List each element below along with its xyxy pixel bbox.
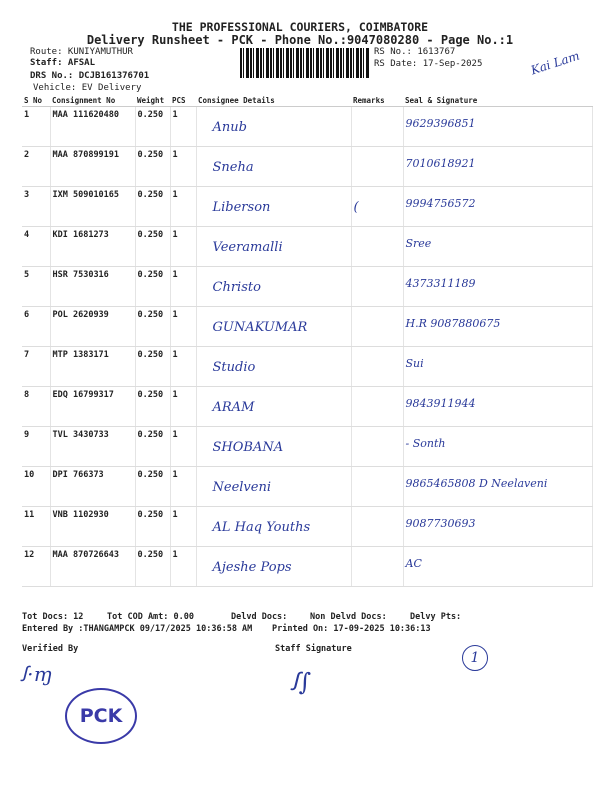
cell-pcs: 1	[170, 347, 196, 387]
cell-remarks	[351, 467, 403, 507]
cell-sign: 9994756572	[403, 187, 592, 227]
table-row	[22, 347, 592, 387]
verifier-signature: ꭍ·ɱ	[20, 662, 53, 686]
cell-remarks	[351, 347, 403, 387]
circled-page-number: 1	[462, 645, 488, 671]
cell-sno: 5	[22, 267, 50, 307]
runsheet-subtitle: Delivery Runsheet - PCK - Phone No.:9047080280 - Page No.:1	[86, 33, 514, 47]
column-header: Consignee Details	[196, 94, 351, 107]
cell-sno: 1	[22, 107, 50, 147]
cell-remarks	[351, 227, 403, 267]
cell-consignee: GUNAKUMAR	[196, 307, 351, 347]
route: Route: KUNIYAMUTHUR	[30, 47, 133, 57]
table-row	[22, 387, 592, 427]
cell-pcs: 1	[170, 147, 196, 187]
entered-by: Entered By :THANGAMPCK 09/17/2025 10:36:58 AM	[22, 624, 253, 634]
cell-consignee: AL Haq Youths	[196, 507, 351, 547]
cell-sign: 7010618921	[403, 147, 592, 187]
column-header: Seal & Signature	[403, 94, 592, 107]
cell-pcs: 1	[170, 307, 196, 347]
cell-consignee: Studio	[196, 347, 351, 387]
tot-docs: Tot Docs: 12	[22, 612, 84, 622]
cell-sign: Sui	[403, 347, 592, 387]
delvy-pts: Delvy Pts:	[410, 612, 462, 622]
cell-cno: EDQ 16799317	[50, 387, 135, 427]
verified-by-label: Verified By	[22, 644, 79, 654]
non-delvd-docs: Non Delvd Docs:	[310, 612, 387, 622]
cell-cno: MAA 870899191	[50, 147, 135, 187]
staff-signature: ꭍ∫	[290, 668, 312, 696]
table-row	[22, 307, 592, 347]
vehicle: Vehicle: EV Delivery	[33, 83, 142, 93]
cell-remarks	[351, 307, 403, 347]
staff-signature-label: Staff Signature	[275, 644, 352, 654]
cell-sign: AC	[403, 547, 592, 587]
cell-cno: VNB 1102930	[50, 507, 135, 547]
cell-sno: 7	[22, 347, 50, 387]
cell-cno: IXM 509010165	[50, 187, 135, 227]
cell-pcs: 1	[170, 267, 196, 307]
cell-sign: H.R 9087880675	[403, 307, 592, 347]
cell-remarks	[351, 107, 403, 147]
staff: Staff: AFSAL	[30, 58, 96, 68]
cell-cno: DPI 766373	[50, 467, 135, 507]
cell-pcs: 1	[170, 187, 196, 227]
cell-cno: MAA 111620480	[50, 107, 135, 147]
cell-sno: 10	[22, 467, 50, 507]
tot-cod: Tot COD Amt: 0.00	[107, 612, 194, 622]
cell-weight: 0.250	[135, 187, 170, 227]
table-row	[22, 147, 592, 187]
cell-weight: 0.250	[135, 307, 170, 347]
cell-sno: 8	[22, 387, 50, 427]
cell-sign: 9087730693	[403, 507, 592, 547]
cell-weight: 0.250	[135, 507, 170, 547]
cell-sno: 4	[22, 227, 50, 267]
cell-consignee: Anub	[196, 107, 351, 147]
cell-consignee: Neelveni	[196, 467, 351, 507]
column-header: PCS	[170, 94, 196, 107]
table-row	[22, 267, 592, 307]
cell-weight: 0.250	[135, 147, 170, 187]
company-title: THE PROFESSIONAL COURIERS, COIMBATORE	[171, 20, 429, 34]
cell-consignee: Ajeshe Pops	[196, 547, 351, 587]
cell-sign: 9629396851	[403, 107, 592, 147]
runsheet-table	[22, 94, 593, 587]
cell-cno: HSR 7530316	[50, 267, 135, 307]
table-row	[22, 427, 592, 467]
cell-weight: 0.250	[135, 227, 170, 267]
cell-sign: Sree	[403, 227, 592, 267]
pck-stamp: PCK	[65, 688, 137, 744]
cell-cno: KDI 1681273	[50, 227, 135, 267]
table-row	[22, 507, 592, 547]
cell-consignee: Christo	[196, 267, 351, 307]
table-row	[22, 547, 592, 587]
cell-pcs: 1	[170, 547, 196, 587]
cell-sno: 6	[22, 307, 50, 347]
cell-consignee: Veeramalli	[196, 227, 351, 267]
cell-pcs: 1	[170, 227, 196, 267]
cell-sign: - Sonth	[403, 427, 592, 467]
cell-remarks	[351, 387, 403, 427]
cell-weight: 0.250	[135, 427, 170, 467]
cell-sno: 2	[22, 147, 50, 187]
cell-consignee: SHOBANA	[196, 427, 351, 467]
cell-weight: 0.250	[135, 467, 170, 507]
cell-sno: 9	[22, 427, 50, 467]
cell-pcs: 1	[170, 507, 196, 547]
cell-remarks	[351, 547, 403, 587]
cell-pcs: 1	[170, 387, 196, 427]
cell-remarks	[351, 147, 403, 187]
column-header: Weight	[135, 94, 170, 107]
printed-on: Printed On: 17-09-2025 10:36:13	[272, 624, 431, 634]
handwritten-note: Kai Lam	[529, 48, 582, 78]
cell-sign: 4373311189	[403, 267, 592, 307]
cell-cno: POL 2620939	[50, 307, 135, 347]
cell-sno: 11	[22, 507, 50, 547]
table-row	[22, 227, 592, 267]
cell-sign: 9843911944	[403, 387, 592, 427]
table-row	[22, 467, 592, 507]
cell-cno: TVL 3430733	[50, 427, 135, 467]
barcode	[240, 48, 370, 78]
rs-no: RS No.: 1613767	[374, 47, 456, 57]
table-row	[22, 107, 592, 147]
cell-consignee: Sneha	[196, 147, 351, 187]
cell-sno: 12	[22, 547, 50, 587]
column-header: Consignment No	[50, 94, 135, 107]
table-row	[22, 187, 592, 227]
cell-remarks	[351, 507, 403, 547]
rs-date: RS Date: 17-Sep-2025	[374, 59, 483, 69]
column-header: S No	[22, 94, 50, 107]
cell-pcs: 1	[170, 107, 196, 147]
column-header: Remarks	[351, 94, 403, 107]
cell-remarks	[351, 267, 403, 307]
cell-pcs: 1	[170, 427, 196, 467]
cell-cno: MTP 1383171	[50, 347, 135, 387]
cell-consignee: Liberson	[196, 187, 351, 227]
cell-weight: 0.250	[135, 107, 170, 147]
cell-remarks	[351, 427, 403, 467]
cell-weight: 0.250	[135, 387, 170, 427]
cell-sign: 9865465808 D Neelaveni	[403, 467, 592, 507]
cell-pcs: 1	[170, 467, 196, 507]
cell-weight: 0.250	[135, 347, 170, 387]
drs-no: DRS No.: DCJB161376701	[30, 71, 150, 81]
cell-remarks: (	[351, 187, 403, 227]
cell-cno: MAA 870726643	[50, 547, 135, 587]
delvd-docs: Delvd Docs:	[231, 612, 288, 622]
cell-sno: 3	[22, 187, 50, 227]
cell-weight: 0.250	[135, 547, 170, 587]
cell-consignee: ARAM	[196, 387, 351, 427]
cell-weight: 0.250	[135, 267, 170, 307]
